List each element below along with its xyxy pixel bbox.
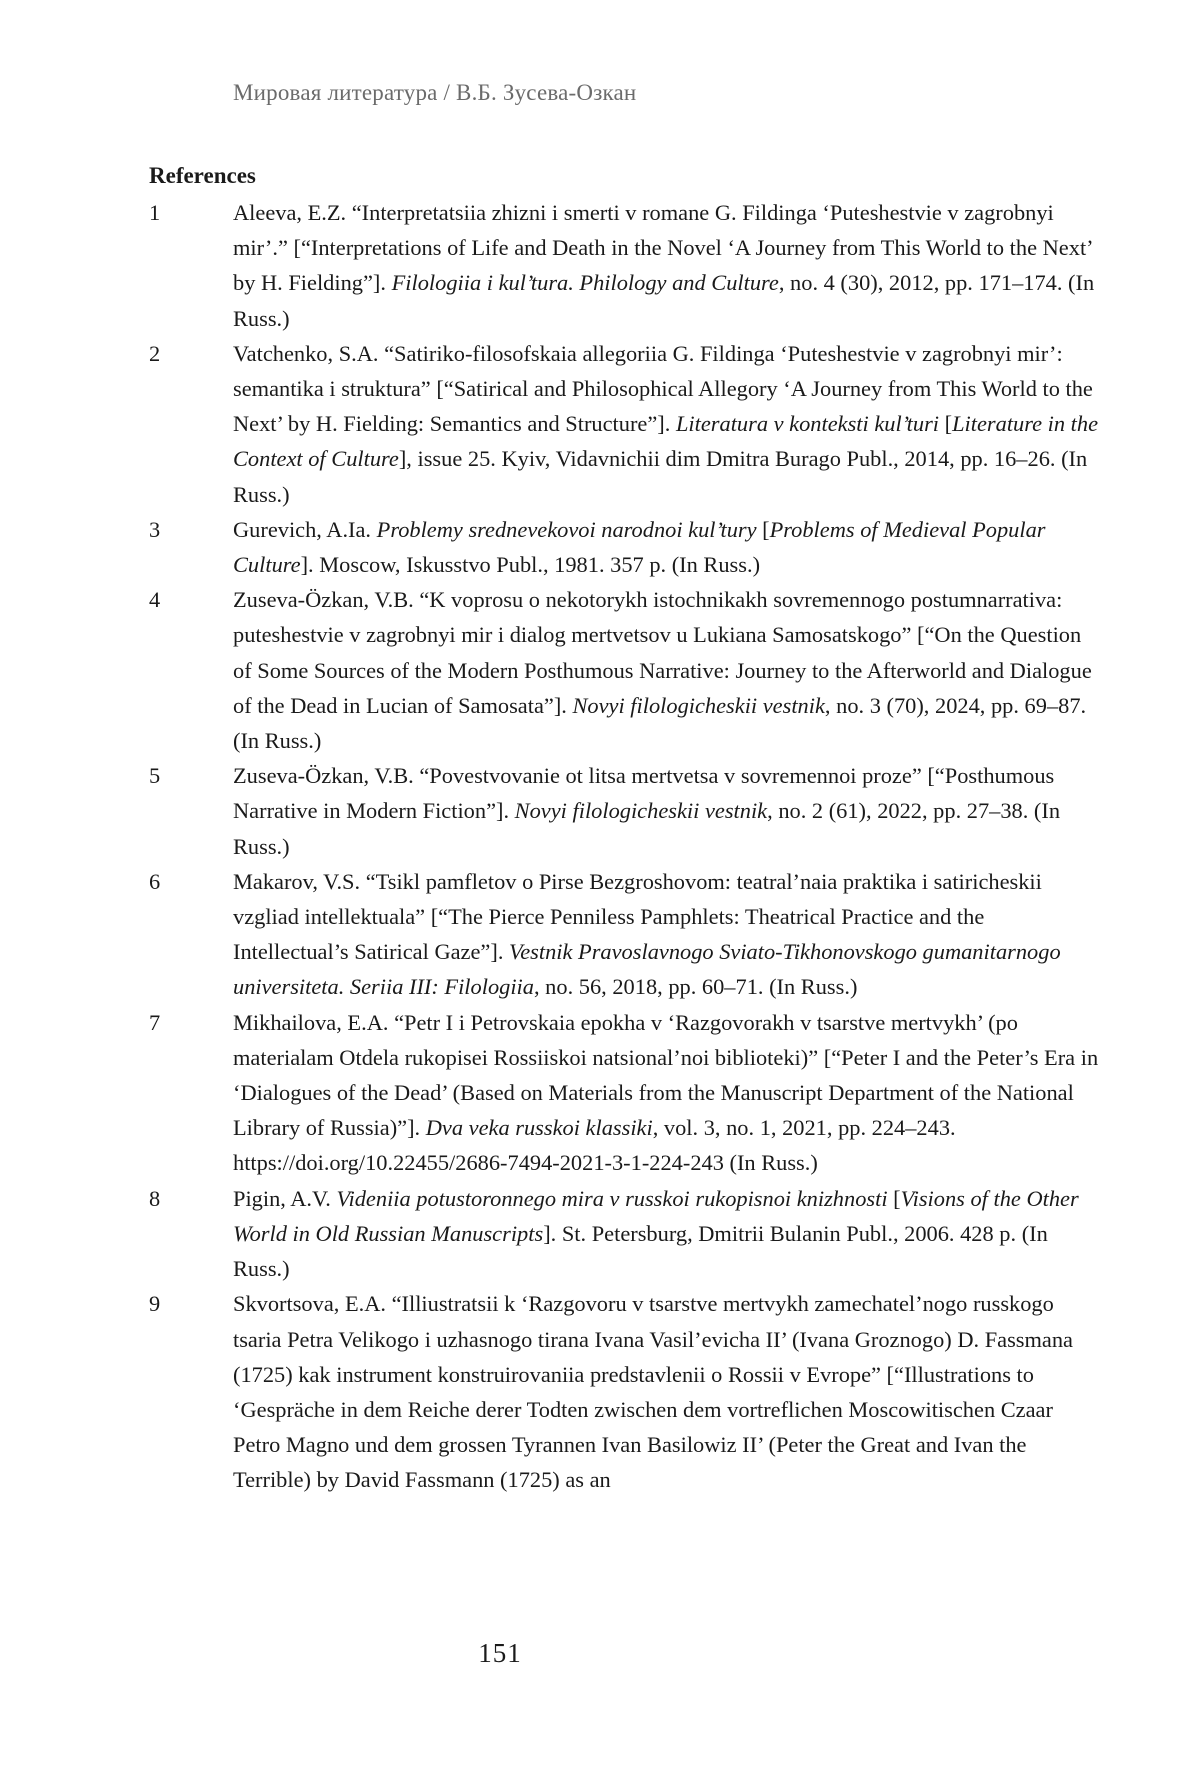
reference-text (233, 1005, 1099, 1181)
reference-text (233, 512, 1099, 582)
reference-text-segment: [ (887, 1185, 901, 1211)
reference-text-segment: Pigin, A.V. (233, 1185, 337, 1211)
reference-list (149, 195, 1099, 1498)
reference-text-segment: , no. 2 (61), 2022, pp. 27–38. (In Russ.) (233, 798, 1061, 859)
reference-number: 8 (149, 1185, 161, 1211)
page-number: 151 (478, 1638, 522, 1668)
reference-title-italic: Vestnik Pravoslavnogo Sviato-Tikhonovskogo gumanitarnogo universiteta. Seriia III: Filologiia (233, 939, 1061, 1000)
reference-text-segment: ]. St. Petersburg, Dmitrii Bulanin Publ., 2006. 428 p. (In Russ.) (233, 1220, 1048, 1282)
reference-text-segment: Vatchenko, S.A. “Satiriko-filosofskaia allegoriia G. Fildinga ‘Puteshestvie v zagrobnyi mir’: semantika i struktura” [“Satirical and Philosophical Allegory ‘A Journey from This World to the Next’ by H. Fielding: Semantics and Structure”]. (233, 340, 1093, 437)
reference-title-italic: Filologiia i kul’tura. Philology and Culture (391, 270, 779, 296)
reference-title-italic: Videniia potustoronnego mira v russkoi rukopisnoi knizhnosti (336, 1185, 888, 1211)
reference-item (149, 1005, 1099, 1181)
reference-text-segment: Mikhailova, E.A. “Petr I i Petrovskaia epokha v ‘Razgovorakh v tsarstve mertvykh’ (po materialam Otdela rukopisei Rossiiskoi natsional’noi biblioteki)” [“Peter I and the Peter’s Era in ‘Dialogues of the Dead’ (Based on Materials from the Manuscript Department of the National Library of Russia)”]. (233, 1009, 1099, 1141)
reference-text (233, 864, 1099, 1005)
reference-text-segment: Zuseva-Özkan, V.B. “Povestvovanie ot litsa mertvetsa v sovremennoi proze” [“Posthumous Narrative in Modern Fiction”]. (233, 763, 1055, 824)
reference-text-segment: Aleeva, E.Z. “Interpretatsiia zhizni i smerti v romane G. Fildinga ‘Puteshestvie v zagrobnyi mir’.” [“Interpretations of Life and Death in the Novel ‘A Journey from This World to the Next’ by H. Fielding”]. (233, 200, 1092, 296)
references-section (149, 160, 1099, 1498)
reference-item (149, 336, 1099, 512)
reference-text (233, 336, 1099, 512)
reference-text-segment: , no. 56, 2018, pp. 60–71. (In Russ.) (533, 974, 858, 1000)
reference-text-segment: Makarov, V.S. “Tsikl pamfletov o Pirse Bezgroshovom: teatral’naia praktika i satiricheskii vzgliad intellektuala” [“The Pierce Penniless Pamphlets: Theatrical Practice and the Intellectual’s Satirical Gaze”]. (233, 868, 1042, 965)
reference-item (149, 582, 1099, 758)
reference-text-segment: , vol. 3, no. 1, 2021, pp. 224–243. https://doi.org/10.22455/2686-7494-2021-3-1-224-243 (In Russ.) (233, 1115, 956, 1176)
reference-item (149, 1181, 1099, 1287)
reference-text (233, 1181, 1099, 1287)
reference-title-italic: Problemy srednevekovoi narodnoi kul’tury (376, 516, 757, 542)
reference-text-segment: Zuseva-Özkan, V.B. “K voprosu o nekotorykh istochnikakh sovremennogo postumnarrativa: puteshestvie v zagrobnyi mir i dialog mertvetsov u Lukiana Samosatskogo” [“On the Question of Some Sources of the Modern Posthumous Narrative: Journey to the Afterworld and Dialogue of the Dead in Lucian of Samosata”]. (233, 587, 1092, 718)
reference-text (233, 1286, 1099, 1497)
reference-text (233, 758, 1099, 864)
reference-title-italic: Literatura v konteksti kul’turi (675, 411, 940, 437)
reference-number: 1 (149, 200, 161, 225)
reference-number: 5 (149, 763, 161, 789)
reference-text (233, 195, 1099, 336)
reference-text-segment: Skvortsova, E.A. “Illiustratsii k ‘Razgovoru v tsarstve mertvykh zamechatel’nogo russkogo tsaria Petra Velikogo i uzhasnogo tirana Ivana Vasil’evicha II’ (Ivana Groznogo) D. Fassmana (1725) kak instrument konstruirovaniia predstavlenii o Rossii v Evrope” [“Illustrations to ‘Gespräche in dem Reiche derer Todten zwischen dem vortreflichen Moscowitischen Czaar Petro Magno und dem grossen Tyrannen Ivan Basilowiz II’ (Peter the Great and Ivan the Terrible) by David Fassmann (1725) as an (233, 1291, 1073, 1493)
reference-item (149, 512, 1099, 582)
reference-number: 7 (149, 1009, 161, 1035)
reference-number: 6 (149, 868, 161, 894)
reference-text-segment: ]. Moscow, Iskusstvo Publ., 1981. 357 p. (In Russ.) (300, 552, 761, 578)
reference-text-segment: , no. 3 (70), 2024, pp. 69–87. (In Russ.) (233, 692, 1087, 754)
reference-text-segment: Gurevich, A.Ia. (233, 516, 377, 542)
reference-title-italic: Dva veka russkoi klassiki (425, 1115, 653, 1141)
reference-title-italic: Novyi filologicheskii vestnik (572, 692, 825, 718)
reference-item (149, 758, 1099, 864)
reference-title-italic: Novyi filologicheskii vestnik (514, 798, 768, 824)
reference-item (149, 864, 1099, 1005)
reference-text-segment: [ (756, 516, 770, 542)
reference-number: 3 (149, 516, 161, 542)
references-heading: References (149, 163, 256, 188)
reference-text-segment: , no. 4 (30), 2012, pp. 171–174. (In Russ.) (233, 270, 1095, 331)
running-head: Мировая литература / В.Б. Зусева-Озкан (233, 80, 637, 105)
reference-title-italic: Literature in the Context of Culture (233, 411, 1099, 472)
reference-item (149, 195, 1099, 336)
reference-number: 9 (149, 1291, 161, 1317)
reference-text (233, 582, 1099, 758)
reference-number: 4 (149, 587, 161, 613)
reference-title-italic: Visions of the Other World in Old Russian Manuscripts (233, 1185, 1079, 1246)
reference-item (149, 1286, 1099, 1497)
reference-title-italic: Problems of Medieval Popular Culture (233, 516, 1046, 578)
reference-text-segment: ], issue 25. Kyiv, Vidavnichii dim Dmitra Burago Publ., 2014, pp. 16–26. (In Russ.) (233, 446, 1088, 507)
reference-text-segment: [ (939, 411, 953, 437)
reference-number: 2 (149, 340, 161, 366)
